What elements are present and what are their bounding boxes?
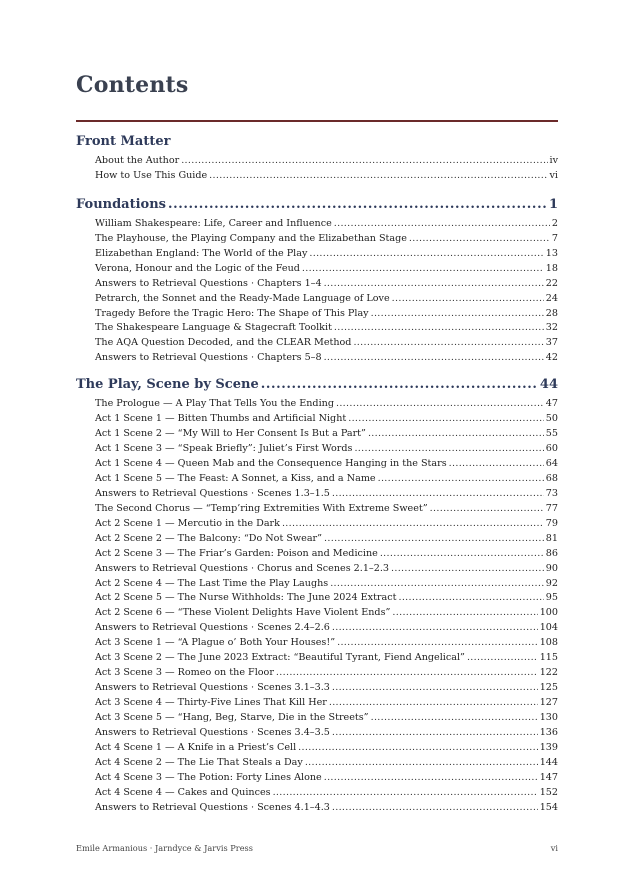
toc-entry[interactable]	[95, 711, 558, 726]
toc-entry[interactable]	[95, 532, 558, 547]
toc-entry[interactable]	[95, 666, 558, 681]
toc-section	[76, 376, 558, 815]
entry-title: Act 2 Scene 4 — The Last Time the Play Laughs	[95, 577, 329, 589]
entry-title: Answers to Retrieval Questions · Scenes 3.1–3.3	[95, 682, 330, 694]
entry-title: Act 1 Scene 3 — “Speak Briefly”: Juliet’s First Words	[95, 443, 353, 455]
entry-title: The Shakespeare Language & Stagecraft Toolkit	[95, 322, 332, 334]
title-rule	[76, 120, 558, 122]
dot-leader	[398, 591, 543, 606]
entry-title: Petrarch, the Sonnet and the Ready-Made Language of Love	[95, 292, 390, 304]
entry-page-number: 154	[539, 801, 558, 813]
dot-leader	[334, 321, 544, 336]
toc-entry[interactable]	[95, 336, 558, 351]
dot-leader	[371, 307, 544, 322]
entry-page-number: 7	[551, 232, 558, 244]
entry-page-number: 130	[539, 711, 558, 723]
entry-page-number: 104	[539, 622, 558, 634]
entry-title: Act 4 Scene 1 — A Knife in a Priest’s Cell	[95, 741, 297, 753]
section-page-number: 1	[548, 196, 558, 212]
toc-entry[interactable]	[95, 169, 558, 184]
entry-page-number: 28	[545, 307, 558, 319]
toc-entry[interactable]	[95, 472, 558, 487]
entry-list	[76, 154, 558, 184]
toc-entry[interactable]	[95, 487, 558, 502]
entry-page-number: 32	[545, 322, 558, 334]
toc-entry[interactable]	[95, 651, 558, 666]
dot-leader	[467, 651, 538, 666]
toc-entry[interactable]	[95, 726, 558, 741]
entry-title: Answers to Retrieval Questions · Scenes 3.4–3.5	[95, 726, 330, 738]
dot-leader	[348, 412, 544, 427]
entry-page-number: 136	[539, 726, 558, 738]
entry-page-number: 37	[545, 337, 558, 349]
entry-title: Act 2 Scene 2 — The Balcony: “Do Not Swear”	[95, 532, 323, 544]
dot-leader	[324, 771, 538, 786]
entry-page-number: 2	[551, 217, 558, 229]
entry-page-number: 60	[545, 443, 558, 455]
dot-leader	[330, 577, 544, 592]
page-footer	[76, 843, 558, 853]
entry-title: Act 4 Scene 3 — The Potion: Forty Lines Alone	[95, 771, 322, 783]
entry-page-number: vi	[549, 169, 558, 181]
dot-leader	[368, 427, 544, 442]
entry-title: The Second Chorus — “Temp’ring Extremities With Extreme Sweet”	[95, 502, 428, 514]
toc-entry[interactable]	[95, 351, 558, 366]
toc-entry[interactable]	[95, 502, 558, 517]
entry-page-number: 13	[545, 247, 558, 259]
entry-title: Act 4 Scene 4 — Cakes and Quinces	[95, 786, 271, 798]
entry-page-number: 18	[545, 262, 558, 274]
entry-title: The Prologue — A Play That Tells You the Ending	[95, 398, 334, 410]
toc-entry[interactable]	[95, 517, 558, 532]
entry-page-number: 95	[545, 592, 558, 604]
entry-page-number: 77	[545, 502, 558, 514]
entry-title: The Playhouse, the Playing Company and the Elizabethan Stage	[95, 232, 407, 244]
entry-page-number: 115	[539, 652, 558, 664]
entry-page-number: 139	[539, 741, 558, 753]
dot-leader	[273, 786, 538, 801]
entry-page-number: 73	[545, 487, 558, 499]
entry-title: Act 4 Scene 2 — The Lie That Steals a Day	[95, 756, 303, 768]
entry-page-number: 86	[545, 547, 558, 559]
entry-page-number: 24	[545, 292, 558, 304]
toc-entry[interactable]	[95, 232, 558, 247]
toc-entry[interactable]	[95, 427, 558, 442]
entry-title: Act 3 Scene 5 — “Hang, Beg, Starve, Die in the Streets”	[95, 711, 369, 723]
entry-page-number: 68	[545, 472, 558, 484]
toc-entry[interactable]	[95, 636, 558, 651]
entry-page-number: iv	[549, 155, 558, 166]
entry-page-number: 147	[539, 771, 558, 783]
entry-list	[76, 397, 558, 815]
table-of-contents	[76, 133, 558, 826]
entry-page-number: 79	[545, 517, 558, 529]
entry-page-number: 42	[545, 352, 558, 364]
toc-entry[interactable]	[95, 262, 558, 277]
dot-leader	[332, 681, 538, 696]
dot-leader	[332, 801, 538, 816]
entry-title: Act 2 Scene 3 — The Friar’s Garden: Poison and Medicine	[95, 547, 378, 559]
entry-title: Act 3 Scene 4 — Thirty-Five Lines That Kill Her	[95, 697, 327, 708]
dot-leader	[430, 502, 544, 517]
toc-entry[interactable]	[95, 591, 558, 606]
entry-title: Act 2 Scene 6 — “These Violent Delights Have Violent Ends”	[95, 607, 391, 619]
entry-title: Answers to Retrieval Questions · Chorus and Scenes 2.1–2.3	[95, 562, 389, 574]
entry-title: Act 2 Scene 1 — Mercutio in the Dark	[95, 517, 280, 529]
dot-leader	[332, 621, 538, 636]
entry-title: Act 2 Scene 5 — The Nurse Withholds: The June 2024 Extract	[95, 592, 397, 604]
dot-leader	[332, 726, 538, 741]
toc-entry[interactable]	[95, 606, 558, 621]
dot-leader	[380, 547, 544, 562]
dot-leader	[391, 562, 544, 577]
toc-entry[interactable]	[95, 247, 558, 262]
entry-title: Act 3 Scene 1 — “A Plague o’ Both Your Houses!”	[95, 637, 336, 649]
section-heading[interactable]	[76, 376, 558, 394]
dot-leader	[324, 277, 544, 292]
entry-page-number: 144	[539, 756, 558, 768]
toc-entry[interactable]	[95, 681, 558, 696]
entry-page-number: 125	[539, 682, 558, 694]
section-title: The Play, Scene by Scene	[76, 377, 259, 393]
entry-title: Answers to Retrieval Questions · Scenes 4.1–4.3	[95, 801, 330, 813]
toc-entry[interactable]	[95, 307, 558, 322]
entry-page-number: 122	[539, 667, 558, 679]
toc-entry[interactable]	[95, 786, 558, 801]
dot-leader	[409, 232, 550, 247]
section-title: Front Matter	[76, 134, 171, 149]
toc-entry[interactable]	[95, 397, 558, 412]
toc-entry[interactable]	[95, 621, 558, 636]
entry-title: Verona, Honour and the Logic of the Feud	[95, 262, 300, 274]
section-page-number: 44	[539, 377, 558, 393]
toc-entry[interactable]	[95, 771, 558, 786]
entry-list	[76, 217, 558, 366]
toc-entry[interactable]	[95, 457, 558, 472]
dot-leader	[329, 696, 538, 711]
entry-title: Answers to Retrieval Questions · Scenes 2.4–2.6	[95, 622, 330, 634]
entry-title: Act 1 Scene 1 — Bitten Thumbs and Artificial Night	[95, 413, 347, 425]
section-title: Foundations	[76, 196, 166, 212]
entry-title: Act 1 Scene 2 — “My Will to Her Consent Is But a Part”	[95, 428, 366, 440]
dot-leader	[305, 756, 538, 771]
entry-title: Tragedy Before the Tragic Hero: The Shape of This Play	[95, 307, 369, 319]
entry-title: Act 1 Scene 5 — The Feast: A Sonnet, a Kiss, and a Name	[95, 472, 376, 484]
entry-page-number: 50	[545, 413, 558, 425]
entry-page-number: 127	[539, 697, 558, 708]
dot-leader	[298, 741, 538, 756]
entry-title: Answers to Retrieval Questions · Chapters 5–8	[95, 352, 322, 364]
dot-leader	[334, 217, 550, 232]
dot-leader	[276, 666, 538, 681]
section-heading[interactable]	[76, 196, 558, 214]
dot-leader	[371, 711, 538, 726]
entry-title: About the Author	[95, 155, 180, 166]
toc-entry[interactable]	[95, 277, 558, 292]
toc-entry[interactable]	[95, 412, 558, 427]
entry-page-number: 152	[539, 786, 558, 798]
dot-leader	[324, 532, 544, 547]
dot-leader	[337, 636, 538, 651]
entry-page-number: 90	[545, 562, 558, 574]
entry-title: Act 3 Scene 2 — The June 2023 Extract: “Beautiful Tyrant, Fiend Angelical”	[95, 652, 465, 664]
entry-page-number: 81	[545, 532, 558, 544]
section-heading[interactable]	[76, 133, 558, 151]
entry-title: The AQA Question Decoded, and the CLEAR Method	[95, 337, 352, 349]
dot-leader	[209, 169, 547, 184]
page-title: Contents	[76, 72, 189, 98]
dot-leader	[354, 442, 543, 457]
toc-section	[76, 196, 558, 366]
toc-entry[interactable]	[95, 547, 558, 562]
dot-leader	[449, 457, 544, 472]
toc-entry[interactable]	[95, 217, 558, 232]
dot-leader	[168, 196, 547, 214]
entry-title: Answers to Retrieval Questions · Scenes 1.3–1.5	[95, 487, 330, 499]
toc-entry[interactable]	[95, 154, 558, 169]
toc-entry[interactable]	[95, 292, 558, 307]
dot-leader	[282, 517, 544, 532]
toc-entry[interactable]	[95, 321, 558, 336]
entry-page-number: 55	[545, 428, 558, 440]
entry-page-number: 92	[545, 577, 558, 589]
toc-entry[interactable]	[95, 756, 558, 771]
toc-entry[interactable]	[95, 442, 558, 457]
footer-page-number: vi	[550, 843, 558, 853]
dot-leader	[392, 292, 544, 307]
entry-title: Act 1 Scene 4 — Queen Mab and the Consequence Hanging in the Stars	[95, 458, 447, 469]
entry-page-number: 100	[539, 607, 558, 619]
entry-title: Act 3 Scene 3 — Romeo on the Floor	[95, 667, 274, 679]
toc-section	[76, 133, 558, 184]
dot-leader	[309, 247, 543, 262]
entry-page-number: 47	[545, 398, 558, 410]
dot-leader	[324, 351, 544, 366]
dot-leader	[336, 397, 544, 412]
entry-title: Answers to Retrieval Questions · Chapters 1–4	[95, 277, 322, 289]
entry-page-number: 108	[539, 637, 558, 649]
toc-entry[interactable]	[95, 801, 558, 816]
dot-leader	[302, 262, 544, 277]
dot-leader	[261, 376, 538, 394]
toc-entry[interactable]	[95, 577, 558, 592]
dot-leader	[181, 154, 547, 169]
footer-author-publisher: Emile Armanious · Jarndyce & Jarvis Press	[76, 843, 253, 853]
entry-page-number: 64	[545, 458, 558, 469]
dot-leader	[392, 606, 537, 621]
entry-title: How to Use This Guide	[95, 169, 208, 181]
entry-title: Elizabethan England: The World of the Play	[95, 247, 308, 259]
dot-leader	[378, 472, 544, 487]
toc-entry[interactable]	[95, 696, 558, 711]
dot-leader	[332, 487, 544, 502]
entry-page-number: 22	[545, 277, 558, 289]
entry-title: William Shakespeare: Life, Career and Influence	[95, 217, 332, 229]
dot-leader	[353, 336, 543, 351]
toc-entry[interactable]	[95, 562, 558, 577]
toc-entry[interactable]	[95, 741, 558, 756]
